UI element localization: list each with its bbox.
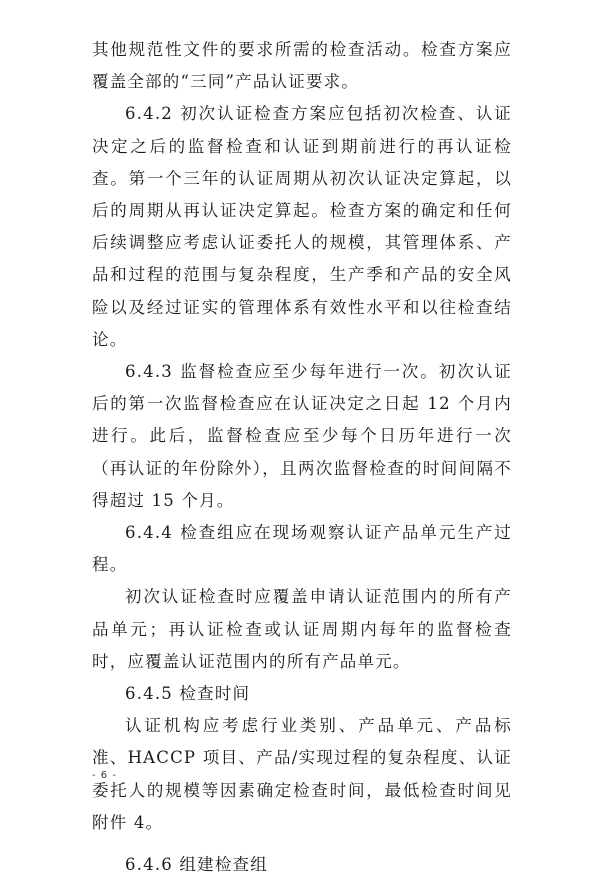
paragraph-continuation: 其他规范性文件的要求所需的检查活动。检查方案应覆盖全部的“三同”产品认证要求。 [92, 40, 512, 92]
paragraph-6-4-5: 认证机构应考虑行业类别、产品单元、产品标准、HACCP 项目、产品/实现过程的复杂程度、认证委托人的规模等因素确定检查时间，最低检查时间见附件 4。 [92, 716, 512, 832]
heading-6-4-6: 6.4.6 组建检查组 [125, 855, 268, 875]
page-number: - 6 - [92, 770, 117, 781]
paragraph-6-4-4: 6.4.4 检查组应在现场观察认证产品单元生产过程。 [92, 523, 512, 575]
paragraph-6-4-2: 6.4.2 初次认证检查方案应包括初次检查、认证决定之后的监督检查和认证到期前进行的再认证检查。第一个三年的认证周期从初次认证决定算起，以后的周期从再认证决定算起。检查方案的确定和任何后续调整应考虑认证委托人的规模，其管理体系、产品和过程的范围与复杂程度，生产季和产品的安全风险以及经过证实的管理体系有效性水平和以往检查结论。 [92, 104, 512, 349]
body-text [92, 34, 512, 881]
paragraph-6-4-4-detail: 初次认证检查时应覆盖申请认证范围内的所有产品单元；再认证检查或认证周期内每年的监督检查时，应覆盖认证范围内的所有产品单元。 [92, 587, 512, 671]
paragraph-6-4-3: 6.4.3 监督检查应至少每年进行一次。初次认证后的第一次监督检查应在认证决定之日起 12 个月内进行。此后，监督检查应至少每个日历年进行一次（再认证的年份除外），且两次监督检查的时间间隔不得超过 15 个月。 [92, 362, 512, 510]
heading-6-4-5: 6.4.5 检查时间 [125, 684, 251, 704]
